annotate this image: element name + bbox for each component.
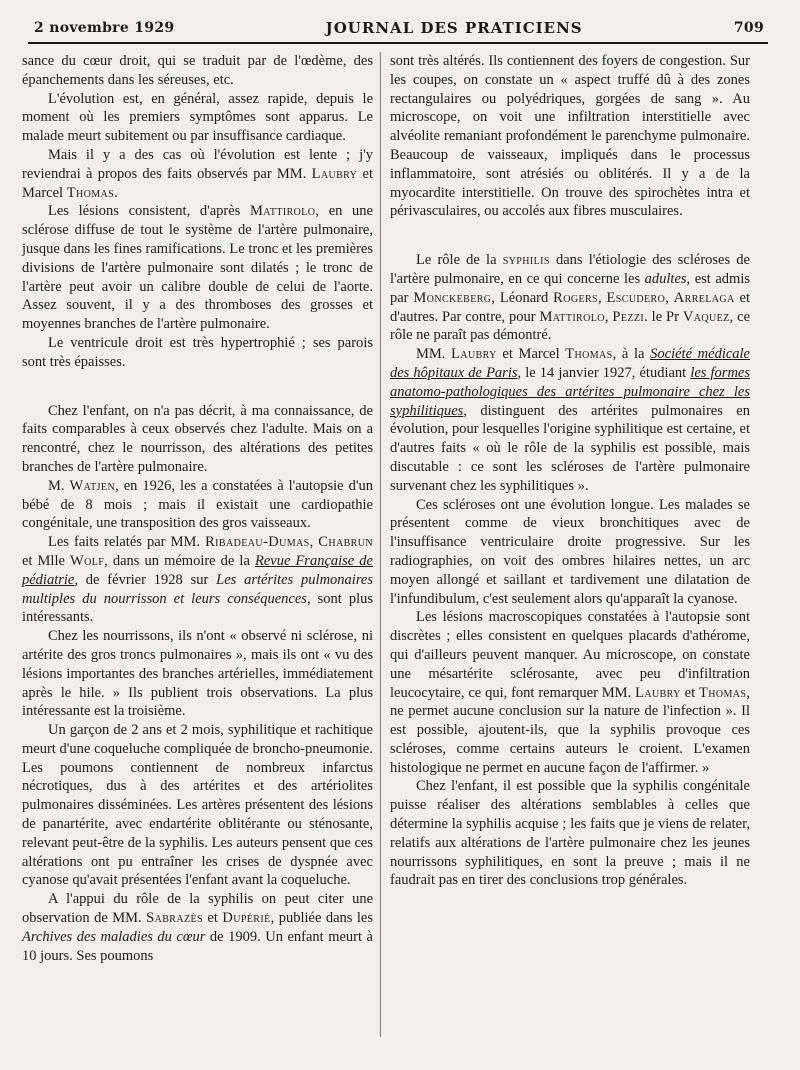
author-name: Chabrun (318, 534, 373, 551)
paragraph: sont très altérés. Ils contiennent des foyers de congestion. Sur les coupes, on constate un « aspect truffé dû à des zones rectangulaires ou polyédriques, gorgées de sang ». Au microscope, on voit une infiltration interstitielle avec alvéolite remaniant profondément le parenchyme pulmonaire. Beaucoup de vaisseaux, impliqués dans le processus inflammatoire, sont atrésiés ou oblitérés. Il y a de la myocardite interstitielle. On trouve des spirochètes intra et périvasculaires, ou accolés aux fibres musculaires. (390, 53, 750, 220)
author-name: Laubry (635, 684, 681, 701)
paragraph (390, 251, 750, 345)
text: Mais il y a des cas où l'évolution est lente ; j'y reviendrai à propos des faits observés par MM. (22, 146, 373, 182)
text: , est admis par (390, 270, 750, 306)
header-rule (28, 42, 768, 44)
paragraph: Ces scléroses ont une évolution longue. Les malades se présentent comme de vieux bronchitiques avec de l'insuffisance ventriculaire droite progressive. Sur les radiographies, on voit des ombres hilaires nettes, un arc moyen allongé et saillant et tardivement une dilatation de l'infundibulum, c'est seulement alors qu'apparaît la cyanose. (390, 496, 750, 607)
paragraph (22, 202, 373, 334)
text: , à la (612, 346, 651, 363)
article-title: les formes anatomo-pathologiques des artérites pulmonaire chez les syphilitiques (390, 364, 750, 419)
author-name: Mattirolo (250, 203, 316, 220)
paragraph: sance du cœur droit, qui se traduit par de l'œdème, des épanchements dans les séreuses, etc. (22, 53, 373, 88)
author-name: Thomas (565, 346, 613, 363)
right-column (390, 52, 750, 890)
text: , publiée dans les (270, 910, 373, 927)
header-page-number: 709 (733, 20, 764, 36)
keyword: syphilis (502, 252, 550, 269)
author-name: Wolf (69, 552, 105, 569)
paragraph: Chez l'enfant, on n'a pas décrit, à ma connaissance, de faits comparables à ceux observés chez l'adulte. Mais on a rencontré, chez le nourrisson, des altérations des petites branches de l'artère pulmonaire. (22, 402, 373, 475)
text: , sont plus intéressants. (22, 590, 373, 626)
text: Les faits relatés par MM. (48, 534, 206, 551)
text: de 1909. Un enfant meurt à 10 jours. Ses poumons (22, 928, 373, 964)
journal-title: Revue Française de pédiatrie (22, 552, 373, 588)
author-name: Monckeberg (413, 289, 492, 306)
header-date: 2 novembre 1929 (34, 20, 175, 36)
author-name: Sabrazès (146, 910, 203, 927)
text: et d'autres. Par contre, pour (390, 289, 751, 325)
running-header (34, 16, 764, 40)
text: Les lésions consistent, d'après (48, 203, 251, 220)
text: MM. (416, 346, 452, 363)
paragraph: Chez l'enfant, il est possible que la syphilis congénitale puisse réaliser des altérations semblables à celles que détermine la syphilis acquise ; les faits que je viens de relater, relatifs aux altérations de l'artère pulmonaire chez les jeunes nourrissons syphilitiques, en sont la preuve ; mais il ne faudrait pas en tirer des conclusions trop générales. (390, 778, 750, 889)
author-name: Vaquez (682, 308, 730, 325)
text: , distinguent des artérites pulmonaires en évolution, pour lesquelles l'origine syphilitique est certaine, et d'autres faits « où le rôle de la syphilis est possible, mais discutable : ce sont les scléroses de l'artère pulmonaire survenant chez les syphilitiques ». (390, 402, 750, 494)
paragraph (22, 533, 373, 627)
text: . le Pr (644, 308, 683, 325)
author-name: Mattirolo (539, 308, 605, 325)
text: , de février 1928 sur (74, 571, 217, 588)
text: , (309, 534, 319, 551)
emphasis: adultes (644, 270, 687, 287)
paragraph: Le ventricule droit est très hypertrophié ; ses parois sont très épaisses. (22, 334, 373, 370)
author-name: Watjen (69, 477, 116, 494)
paragraph (22, 146, 373, 202)
text: , (665, 289, 674, 306)
text: , le 14 janvier 1927, étudiant (517, 364, 691, 381)
paragraph (390, 608, 750, 777)
article-title: Les artérites pulmonaires multiples du nourrisson et leurs conséquences (22, 571, 373, 607)
text: , (598, 289, 607, 306)
left-column (22, 52, 373, 965)
paragraph (22, 477, 373, 533)
author-name: Dupérié (222, 910, 271, 927)
text: , en une sclérose diffuse de tout le système de l'artère pulmonaire, jusque dans les fines ramifications. Le tronc et les premières divisions de l'artère pulmonaire sont dilatés ; le tronc de l'artère peut avoir un calibre double de celui de l'aorte. Assez souvent, il y a des thromboses des grosses et moyennes branches de l'artère pulmonaire. (22, 203, 373, 333)
author-name: Laubry (451, 346, 497, 363)
text: , (604, 308, 613, 325)
author-name: Ribadeau-Dumas (205, 534, 310, 551)
header-journal-title: JOURNAL DES PRATICIENS (325, 19, 583, 37)
author-name: Laubry (311, 165, 358, 182)
text: et Mlle (22, 552, 70, 569)
text: , Léonard (491, 289, 554, 306)
text: dans l'étiologie des scléroses de l'artère pulmonaire, en ce qui concerne les (390, 252, 750, 287)
text: et Marcel (22, 165, 374, 201)
text: Les lésions macroscopiques constatées à l'autopsie sont discrètes ; elles consistent en quelques placards d'athérome, qui d'ailleurs peuvent manquer. Au microscope, on constate une mésartérite sclérosante, avec peu d'infiltration leucocytaire, ce qui, font remarquer MM. (390, 609, 750, 701)
text: . (114, 184, 118, 201)
paragraph: Chez les nourrissons, ils n'ont « observé ni sclérose, ni artérite des gros troncs pulmonaires », mais ils ont « vu des lésions importantes des branches artérielles, immédiatement après le hile. » Ils publient trois observations. La plus intéressante est la troisième. (22, 628, 373, 720)
text: M. (48, 477, 70, 494)
text: , en 1926, les a constatées à l'autopsie d'un bébé de 8 mois ; mais il existait une cardiopathie congénitale, une transposition des gros vaisseaux. (22, 477, 373, 532)
text: A l'appui du rôle de la syphilis on peut citer une observation de MM. (22, 891, 373, 927)
paragraph (22, 890, 373, 965)
paragraph: Un garçon de 2 ans et 2 mois, syphilitique et rachitique meurt d'une coqueluche compliquée de broncho-pneumonie. Les poumons contiennent de nombreux infarctus nécrotiques, dus à des artérites et des artériolites pulmonaires disséminées. Les artères présentent des lésions de panartérite, avec endartérite oblitérante ou sténosante, relevant peut-être de la syphilis. Les auteurs pensent que ces altérations ont pu entraîner les crises de dyspnée avec cyanose qu'avait présentées l'enfant avant la coqueluche. (22, 722, 373, 889)
journal-title: Archives des maladies du cœur (22, 928, 206, 945)
text: , ne permet aucune conclusion sur la nature de l'infection ». Il est possible, ajoutent-ils, que la syphilis provoque ces scléroses, comme certains auteurs le croient. L'examen histologique ne permet en aucune façon de l'affirmer. » (390, 684, 750, 776)
text: et Marcel (496, 346, 566, 363)
text: et (202, 910, 223, 927)
author-name: Rogers (553, 289, 598, 306)
text: Le rôle de la (416, 252, 503, 269)
text: et (680, 684, 699, 701)
text: , ce rôle ne paraît pas démontré. (390, 308, 751, 344)
author-name: Thomas (698, 684, 747, 701)
column-divider (380, 52, 381, 1037)
paragraph: L'évolution est, en général, assez rapide, depuis le moment où les premiers symptômes sont apparus. Le malade meurt subitement ou par insuffisance cardiaque. (22, 90, 373, 145)
text: , dans un mémoire de la (104, 552, 255, 569)
author-name: Pezzi (612, 308, 645, 325)
society-name: Société médicale des hôpitaux de Paris (390, 346, 750, 381)
paragraph (390, 345, 750, 495)
author-name: Arrelaga (673, 289, 735, 306)
author-name: Escudero (606, 289, 666, 306)
author-name: Thomas (66, 184, 115, 201)
